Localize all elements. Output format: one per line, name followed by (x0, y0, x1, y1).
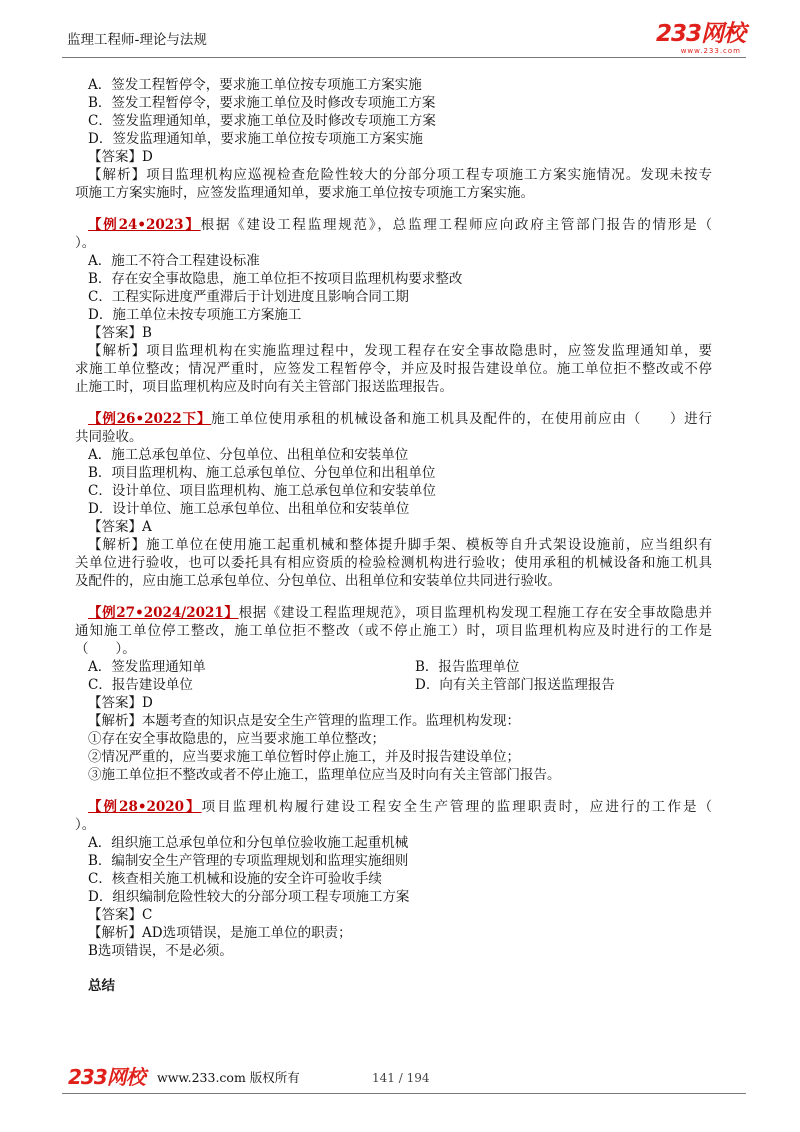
option-row (75, 658, 712, 676)
option-c: C．核查相关施工机械和设施的安全许可验收手续 (88, 871, 382, 887)
question-stem (75, 410, 712, 428)
option-b: B．签发工程暂停令，要求施工单位及时修改专项施工方案 (88, 95, 436, 111)
logo-text: 网校 (106, 1065, 145, 1089)
answer-line (75, 694, 712, 712)
option-a: A．组织施工总承包单位和分包单位验收施工起重机械 (88, 835, 409, 851)
option-c: C．报告建设单位 (88, 677, 193, 693)
option-d: D．组织编制危险性较大的分部分项工程专项施工方案 (88, 889, 410, 905)
option-b: B．项目监理机构、施工总承包单位、分包单位和出租单位 (88, 465, 436, 481)
question-stem: 通知施工单位停工整改，施工单位拒不整改（或不停止施工）时，项目监理机构应及时进行的工作是 (75, 623, 712, 639)
summary-heading: 总结 (88, 978, 115, 994)
logo-site: www.233.com (680, 47, 741, 55)
answer-value: C (142, 907, 153, 923)
analysis-line: 求施工单位整改；情况严重时，应签发工程暂停令，并应及时报告建设单位。施工单位拒不整改或不停 (75, 361, 712, 377)
analysis-line (75, 166, 712, 184)
analysis-text: 施工单位在使用施工起重机械和整体提升脚手架、模板等自升式架设设施前，应当组织有 (146, 537, 713, 553)
stem-text: 根据《建设工程监理规范》，总监理工程师应向政府主管部门报告的情形是（ (200, 217, 712, 233)
option-c: C．签发监理通知单，要求施工单位及时修改专项施工方案 (88, 113, 436, 129)
analysis-label: 【解析】 (88, 343, 147, 359)
copyright-text: www.233.com 版权所有 (157, 1070, 300, 1085)
option-d: D．施工单位未按专项施工方案施工 (88, 307, 302, 323)
analysis-line (75, 924, 712, 942)
question-stem: ）。 (75, 817, 96, 833)
option-a: A．施工不符合工程建设标准 (88, 253, 260, 269)
answer-value: D (142, 695, 153, 711)
example-label: 【例27•2024/2021】 (88, 605, 239, 621)
answer-label: 【答案】 (88, 907, 142, 923)
analysis-line (75, 342, 712, 360)
analysis-label: 【解析】 (88, 537, 147, 553)
option-a: A．签发监理通知单 (88, 659, 206, 675)
page-content (75, 76, 712, 995)
answer-value: D (142, 149, 153, 165)
option-b: B．报告监理单位 (415, 659, 520, 675)
analysis-label: 【解析】 (88, 925, 142, 941)
option-d: D．向有关主管部门报送监理报告 (415, 677, 615, 693)
analysis-line (75, 712, 712, 730)
question-stem (75, 604, 712, 622)
question-block-28 (75, 798, 712, 960)
analysis-point: ①存在安全事故隐患的，应当要求施工单位整改； (88, 731, 385, 747)
answer-line (75, 148, 712, 166)
logo-text: 网校 (701, 21, 745, 47)
question-stem: （ ）。 (75, 641, 136, 657)
answer-label: 【答案】 (88, 325, 142, 341)
analysis-text: 项目监理机构应巡视检查危险性较大的分部分项工程专项施工方案实施情况。发现未按专 (146, 167, 713, 183)
analysis-line: 止施工时，项目监理机构应及时向有关主管部门报送监理报告。 (75, 379, 453, 395)
example-label: 【例24•2023】 (88, 217, 201, 233)
option-c: C．工程实际进度严重滞后于计划进度且影响合同工期 (88, 289, 409, 305)
analysis-text: 本题考查的知识点是安全生产管理的监理工作。监理机构发现： (142, 713, 520, 729)
answer-line (75, 324, 712, 342)
question-stem: ）。 (75, 235, 96, 251)
question-stem (75, 216, 712, 234)
question-block-27 (75, 604, 712, 784)
question-block-26 (75, 410, 712, 590)
analysis-point: ③施工单位拒不整改或者不停止施工，监理单位应当及时向有关主管部门报告。 (88, 767, 561, 783)
analysis-label: 【解析】 (88, 713, 142, 729)
analysis-line: 关单位进行验收，也可以委托具有相应资质的检验检测机构进行验收；使用承租的机械设备和施工机具 (75, 555, 712, 571)
footer-divider (62, 1093, 746, 1094)
stem-text: 施工单位使用承租的机械设备和施工机具及配件的，在使用前应由（ ）进行 (211, 411, 712, 427)
answer-label: 【答案】 (88, 519, 142, 535)
option-b: B．编制安全生产管理的专项监理规划和监理实施细则 (88, 853, 409, 869)
example-label: 【例28•2020】 (88, 799, 202, 815)
analysis-text: AD选项错误，是施工单位的职责； (142, 925, 352, 941)
option-a: A．签发工程暂停令，要求施工单位按专项施工方案实施 (88, 77, 422, 93)
header-divider (62, 57, 746, 58)
question-stem (75, 798, 712, 816)
analysis-label: 【解析】 (88, 167, 147, 183)
answer-value: B (142, 325, 152, 341)
question-block-24 (75, 216, 712, 396)
option-a: A．施工总承包单位、分包单位、出租单位和安装单位 (88, 447, 409, 463)
analysis-line: 及配件的，应由施工总承包单位、分包单位、出租单位和安装单位共同进行验收。 (75, 573, 561, 589)
analysis-line: 项施工方案实施时，应签发监理通知单，要求施工单位按专项施工方案实施。 (75, 185, 534, 201)
analysis-line: B选项错误，不是必须。 (88, 943, 233, 959)
analysis-line (75, 536, 712, 554)
example-label: 【例26•2022下】 (88, 411, 212, 427)
logo-number: 233 (655, 21, 701, 47)
analysis-text: 项目监理机构在实施监理过程中，发现工程存在安全事故隐患时，应签发监理通知单，要 (146, 343, 713, 359)
page-number: 141 / 194 (372, 1071, 430, 1085)
doc-title: 监理工程师-理论与法规 (67, 32, 207, 48)
brand-logo (656, 22, 745, 55)
option-b: B．存在安全事故隐患，施工单位拒不按项目监理机构要求整改 (88, 271, 463, 287)
logo-number: 233 (68, 1065, 107, 1089)
answer-line (75, 518, 712, 536)
option-c: C．设计单位、项目监理机构、施工总承包单位和安装单位 (88, 483, 436, 499)
option-row (75, 676, 712, 694)
answer-label: 【答案】 (88, 149, 142, 165)
stem-text: 根据《建设工程监理规范》，项目监理机构发现工程施工存在安全事故隐患并 (238, 605, 712, 621)
option-d: D．签发监理通知单，要求施工单位按专项施工方案实施 (88, 131, 423, 147)
answer-line (75, 906, 712, 924)
option-d: D．设计单位、施工总承包单位、出租单位和安装单位 (88, 501, 410, 517)
analysis-point: ②情况严重的，应当要求施工单位暂时停止施工，并及时报告建设单位； (88, 749, 520, 765)
answer-label: 【答案】 (88, 695, 142, 711)
question-stem: 共同验收。 (75, 429, 143, 445)
stem-text: 项目监理机构履行建设工程安全生产管理的监理职责时，应进行的工作是（ (201, 799, 712, 815)
question-block-continued (75, 76, 712, 202)
footer-logo (68, 1066, 145, 1088)
answer-value: A (142, 519, 152, 535)
